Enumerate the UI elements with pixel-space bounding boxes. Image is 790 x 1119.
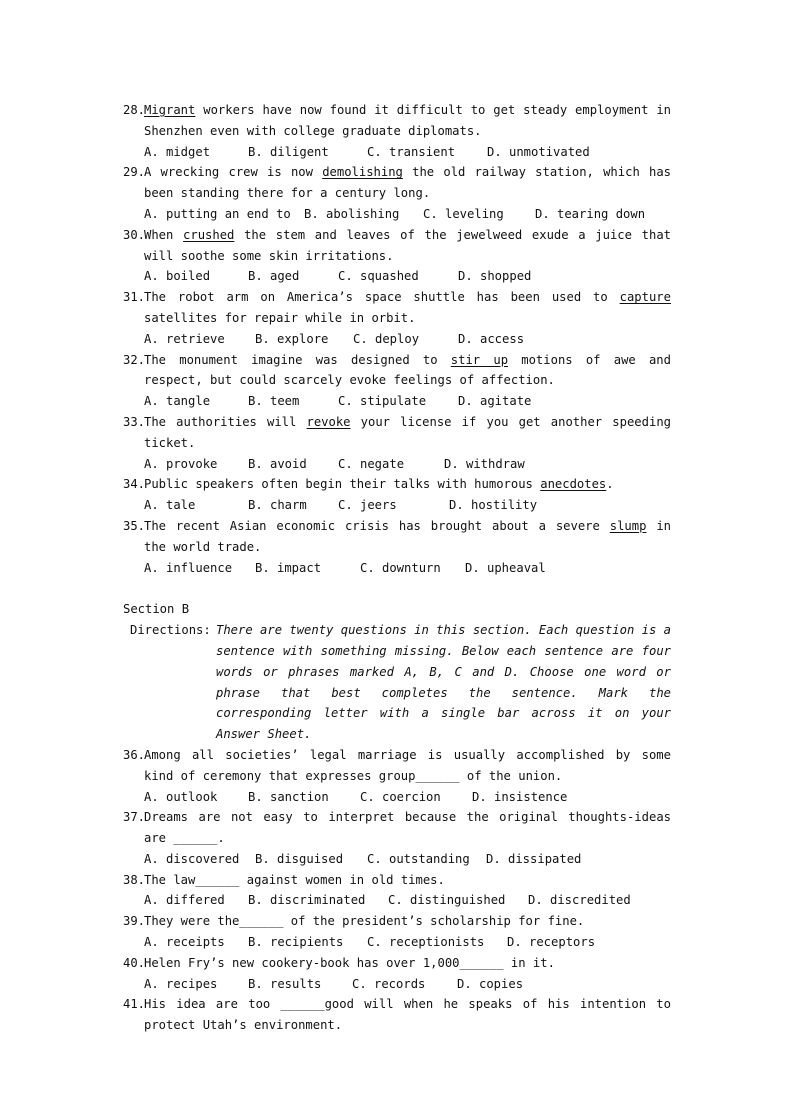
option-d: D. discredited bbox=[528, 893, 631, 908]
answer-options bbox=[123, 890, 671, 911]
question-number: 36. bbox=[123, 747, 146, 762]
directions-label: Directions: bbox=[130, 623, 211, 638]
section-a bbox=[123, 100, 671, 578]
answer-blank: ______ bbox=[415, 768, 460, 783]
underlined-word: capture bbox=[619, 290, 671, 305]
option-b: B. charm bbox=[248, 498, 307, 513]
option-a: A. putting an end to bbox=[144, 206, 291, 221]
option-c: C. coercion bbox=[360, 789, 441, 804]
question-text: Among all societies’ legal marriage is usually accomplished by some kind of ceremony that expresses group______ of the union. bbox=[144, 747, 671, 783]
option-d: D. agitate bbox=[458, 394, 532, 409]
option-c: C. leveling bbox=[423, 206, 504, 221]
question-text: A wrecking crew is now demolishing the old railway station, which has been standing there for a century long. bbox=[144, 165, 672, 201]
option-c: C. downturn bbox=[360, 560, 441, 575]
question-36 bbox=[123, 745, 671, 807]
answer-blank: ______ bbox=[195, 872, 240, 887]
answer-options bbox=[123, 558, 671, 579]
option-b: B. results bbox=[248, 976, 322, 991]
option-c: C. squashed bbox=[338, 269, 419, 284]
question-stem bbox=[123, 745, 671, 787]
question-text: The authorities will revoke your license if you get another speeding ticket. bbox=[144, 414, 671, 450]
answer-options bbox=[123, 142, 671, 163]
question-text: Helen Fry’s new cookery-book has over 1,000______ in it. bbox=[144, 955, 555, 970]
question-number: 30. bbox=[123, 227, 146, 242]
option-a: A. discovered bbox=[144, 851, 240, 866]
answer-options bbox=[123, 932, 671, 953]
option-c: C. receptionists bbox=[367, 935, 485, 950]
question-40 bbox=[123, 953, 671, 995]
question-33 bbox=[123, 412, 671, 474]
question-number: 37. bbox=[123, 810, 146, 825]
question-number: 41. bbox=[123, 997, 146, 1012]
question-32 bbox=[123, 350, 671, 412]
option-d: D. dissipated bbox=[486, 851, 582, 866]
question-number: 29. bbox=[123, 165, 146, 180]
question-stem bbox=[123, 100, 671, 142]
option-c: C. stipulate bbox=[338, 394, 427, 409]
underlined-word: crushed bbox=[183, 227, 235, 242]
question-number: 33. bbox=[123, 414, 146, 429]
underlined-word: revoke bbox=[306, 414, 351, 429]
option-b: B. teem bbox=[248, 394, 300, 409]
option-a: A. outlook bbox=[144, 789, 218, 804]
question-text: When crushed the stem and leaves of the jewelweed exude a juice that will soothe some skin irritations. bbox=[144, 227, 672, 263]
question-text: The law______ against women in old times. bbox=[144, 872, 445, 887]
option-a: A. tale bbox=[144, 498, 196, 513]
option-a: A. retrieve bbox=[144, 331, 225, 346]
option-b: B. sanction bbox=[248, 789, 329, 804]
option-d: D. shopped bbox=[458, 269, 532, 284]
question-stem bbox=[123, 287, 671, 329]
exam-page bbox=[123, 100, 671, 1036]
option-d: D. insistence bbox=[472, 789, 568, 804]
option-d: D. withdraw bbox=[444, 456, 525, 471]
option-a: A. tangle bbox=[144, 394, 211, 409]
question-stem bbox=[123, 225, 671, 267]
question-stem bbox=[123, 474, 671, 495]
question-41 bbox=[123, 994, 671, 1036]
option-d: D. hostility bbox=[449, 498, 538, 513]
answer-options bbox=[123, 974, 671, 995]
option-b: B. abolishing bbox=[304, 206, 400, 221]
question-stem bbox=[123, 516, 671, 558]
option-c: C. negate bbox=[338, 456, 405, 471]
option-b: B. impact bbox=[255, 560, 322, 575]
question-text: Dreams are not easy to interpret because the original thoughts-ideas are ______. bbox=[144, 810, 671, 846]
answer-options bbox=[123, 204, 671, 225]
option-a: A. boiled bbox=[144, 269, 211, 284]
question-37 bbox=[123, 807, 671, 869]
question-number: 35. bbox=[123, 518, 146, 533]
question-text: The robot arm on America’s space shuttle has been used to capture satellites for repair while in orbit. bbox=[144, 290, 671, 325]
answer-options bbox=[123, 391, 671, 412]
option-a: A. influence bbox=[144, 560, 233, 575]
answer-blank: ______ bbox=[280, 997, 325, 1012]
question-stem bbox=[123, 911, 671, 932]
answer-blank: ______ bbox=[239, 914, 284, 929]
option-d: D. access bbox=[458, 331, 525, 346]
question-stem bbox=[123, 162, 671, 204]
question-text: His idea are too ______good will when he speaks of his intention to protect Utah’s environment. bbox=[144, 997, 671, 1033]
question-number: 28. bbox=[123, 103, 146, 117]
question-35 bbox=[123, 516, 671, 578]
question-31 bbox=[123, 287, 671, 349]
option-c: C. distinguished bbox=[388, 893, 506, 908]
option-d: D. copies bbox=[457, 976, 524, 991]
option-a: A. recipes bbox=[144, 976, 218, 991]
answer-options bbox=[123, 849, 671, 870]
answer-blank: ______ bbox=[459, 955, 504, 970]
question-number: 40. bbox=[123, 955, 146, 970]
section-b-title: Section B bbox=[123, 602, 190, 617]
option-c: C. jeers bbox=[338, 498, 397, 513]
question-number: 31. bbox=[123, 290, 146, 305]
option-b: B. explore bbox=[255, 331, 329, 346]
question-stem bbox=[123, 412, 671, 454]
question-39 bbox=[123, 911, 671, 953]
option-d: D. unmotivated bbox=[487, 144, 590, 159]
question-stem bbox=[123, 870, 671, 891]
underlined-word: demolishing bbox=[322, 165, 403, 180]
question-number: 39. bbox=[123, 914, 146, 929]
directions bbox=[130, 620, 671, 745]
answer-options bbox=[123, 266, 671, 287]
option-a: A. receipts bbox=[144, 935, 225, 950]
question-stem bbox=[123, 994, 671, 1036]
underlined-word: anecdotes bbox=[540, 477, 607, 492]
question-30 bbox=[123, 225, 671, 287]
answer-options bbox=[123, 329, 671, 350]
option-b: B. aged bbox=[248, 269, 300, 284]
answer-options bbox=[123, 454, 671, 475]
option-d: D. tearing down bbox=[535, 206, 646, 221]
question-29 bbox=[123, 162, 671, 224]
underlined-word: Migrant bbox=[144, 103, 196, 117]
question-34 bbox=[123, 474, 671, 516]
option-d: D. upheaval bbox=[465, 560, 546, 575]
question-text: The monument imagine was designed to stir up motions of awe and respect, but could scarcely evoke feelings of affection. bbox=[144, 352, 671, 388]
underlined-word: slump bbox=[609, 518, 647, 533]
option-c: C. deploy bbox=[353, 331, 420, 346]
question-stem bbox=[123, 953, 671, 974]
question-text: The recent Asian economic crisis has brought about a severe slump in the world trade. bbox=[144, 518, 671, 554]
question-stem bbox=[123, 807, 671, 849]
option-d: D. receptors bbox=[507, 935, 596, 950]
option-c: C. records bbox=[352, 976, 426, 991]
section-b-questions bbox=[123, 745, 671, 1036]
option-a: A. provoke bbox=[144, 456, 218, 471]
option-b: B. disguised bbox=[255, 851, 344, 866]
question-28 bbox=[123, 100, 671, 162]
option-c: C. outstanding bbox=[367, 851, 470, 866]
option-b: B. diligent bbox=[248, 144, 329, 159]
underlined-word: stir up bbox=[450, 352, 509, 367]
answer-options bbox=[123, 495, 671, 516]
question-number: 32. bbox=[123, 352, 146, 367]
option-b: B. recipients bbox=[248, 935, 344, 950]
option-a: A. differed bbox=[144, 893, 225, 908]
question-stem bbox=[123, 350, 671, 392]
question-text: Public speakers often begin their talks with humorous anecdotes. bbox=[144, 477, 614, 492]
answer-options bbox=[123, 787, 671, 808]
question-number: 34. bbox=[123, 477, 146, 492]
option-c: C. transient bbox=[367, 144, 456, 159]
answer-blank: ______ bbox=[173, 831, 218, 846]
option-a: A. midget bbox=[144, 144, 211, 159]
question-38 bbox=[123, 870, 671, 912]
question-text: They were the______ of the president’s scholarship for fine. bbox=[144, 914, 585, 929]
option-b: B. discriminated bbox=[248, 893, 366, 908]
question-number: 38. bbox=[123, 872, 146, 887]
question-text: Migrant workers have now found it difficult to get steady employment in Shenzhen even with college graduate diplomats. bbox=[144, 103, 671, 138]
option-b: B. avoid bbox=[248, 456, 307, 471]
directions-text: There are twenty questions in this section. Each question is a sentence with something missing. Below each sentence are four words or phrases marked A, B, C and D. Choose one word or phrase that best completes the sentence. Mark the corresponding letter with a single bar across it on your Answer Sheet. bbox=[216, 623, 671, 742]
